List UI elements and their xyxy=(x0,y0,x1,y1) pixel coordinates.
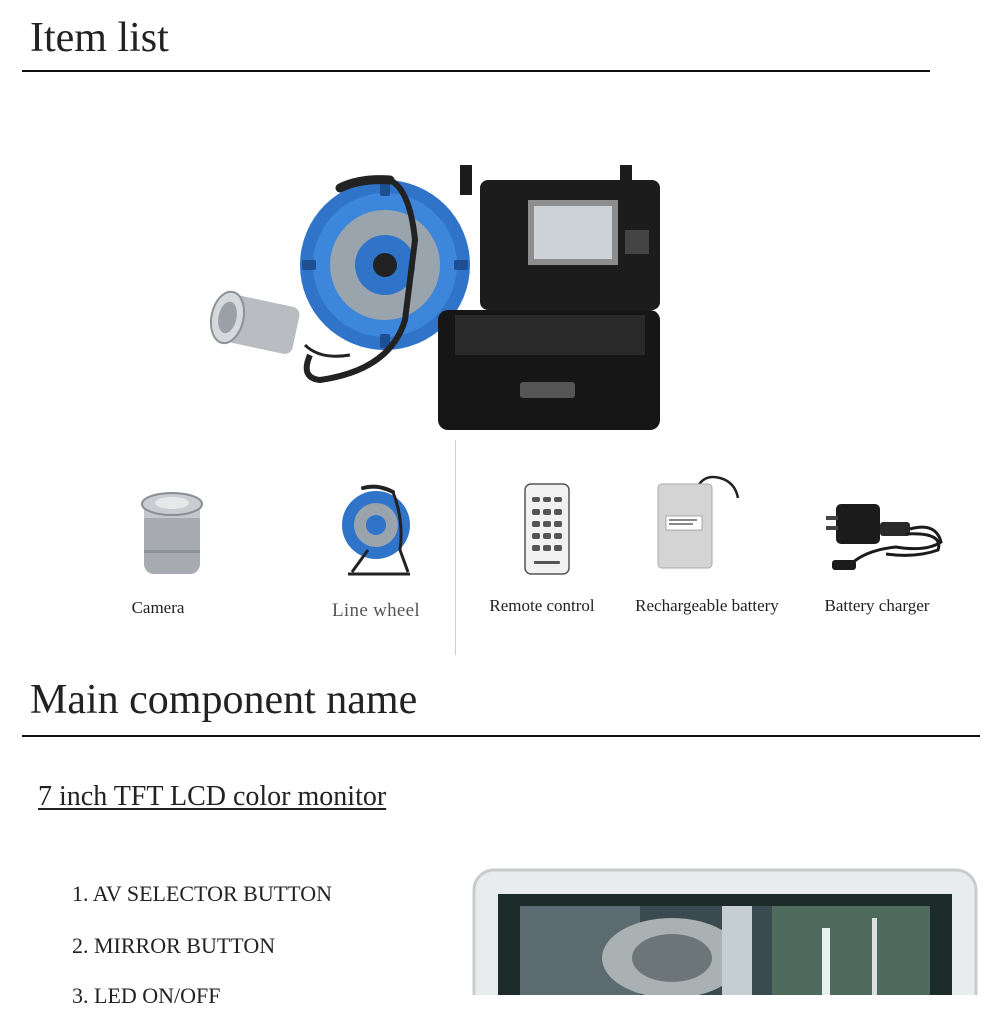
remote-control-icon xyxy=(524,483,570,575)
main-component-rule xyxy=(22,735,980,737)
feature-item: 3. LED ON/OFF xyxy=(72,983,221,1008)
item-label-remote-control: Remote control xyxy=(489,596,595,615)
main-component-title: Main component name xyxy=(30,677,418,723)
item-list-rule xyxy=(22,70,930,72)
feature-item: 2. MIRROR BUTTON xyxy=(72,933,276,958)
camera-kit-photo xyxy=(210,160,670,440)
monitor-subtitle: 7 inch TFT LCD color monitor xyxy=(38,781,387,812)
camera-head-icon xyxy=(138,490,208,580)
item-label-camera: Camera xyxy=(131,598,185,617)
item-label-line-wheel: Line wheel xyxy=(332,600,420,621)
feature-item: 1. AV SELECTOR BUTTON xyxy=(72,881,332,906)
charger-icon xyxy=(826,492,951,582)
item-list-title: Item list xyxy=(30,15,169,61)
battery-pack-icon xyxy=(650,470,750,570)
item-label-battery-charger: Battery charger xyxy=(824,596,930,615)
items-divider xyxy=(455,440,456,655)
item-label-rechargeable-battery: Rechargeable battery xyxy=(635,596,779,615)
line-wheel-icon xyxy=(338,480,418,580)
monitor-photo xyxy=(472,868,978,995)
